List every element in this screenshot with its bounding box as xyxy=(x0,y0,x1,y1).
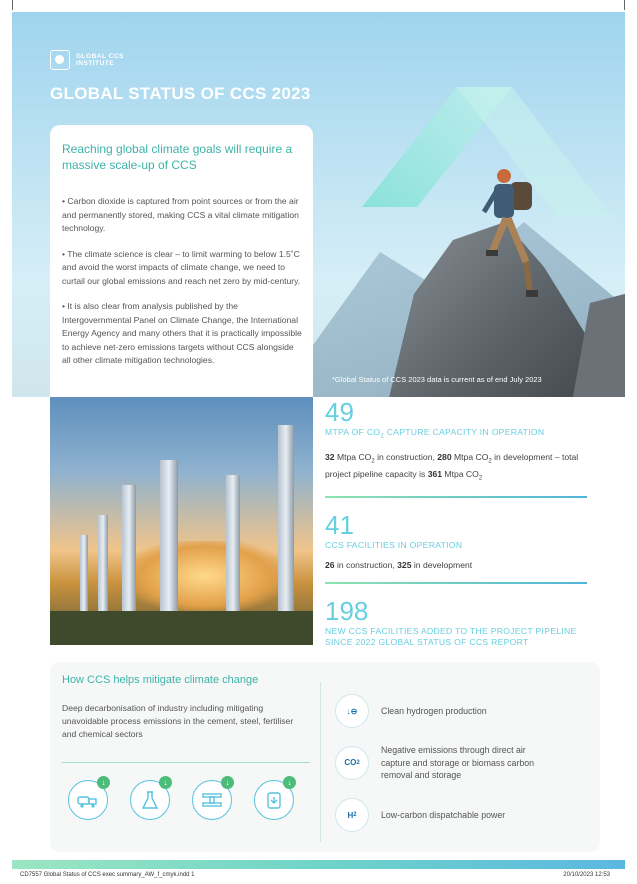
footer-timestamp: 20/10/2023 12:53 xyxy=(563,872,610,878)
stat-block xyxy=(325,596,600,648)
page-title: GLOBAL STATUS OF CCS 2023 xyxy=(50,84,311,103)
stat-value: 26 xyxy=(325,560,335,571)
crop-mark xyxy=(624,0,625,10)
stat-description xyxy=(325,451,600,486)
plant-lights xyxy=(130,541,280,611)
divider xyxy=(325,496,587,498)
mitigation-blurb: Deep decarbonisation of industry including mitigating unavoidable process emissions in the cement, steel, fertiliser and chemical sectors xyxy=(62,703,294,739)
bullet-item: • It is also clear from analysis published by the Intergovernmental Panel on Climate Change, the International Energy Agency and many others that it is practically impossible to achieve net-zero emissions targets without CCS alongside all other climate mitigation technologies. xyxy=(62,301,302,365)
chimney xyxy=(80,535,88,615)
logo-mark-icon xyxy=(50,50,70,70)
bullet-item: • The climate science is clear – to limit warming to below 1.5˚C and avoid the worst impacts of climate change, we need to curtail our global emissions and reach net zero by mid-century. xyxy=(62,248,301,286)
bullet-text: Carbon dioxide is captured from point sources or from the air and permanently stored, making CCS a vital climate mitigation technology. xyxy=(62,196,299,233)
stat-label: CCS FACILITIES IN OPERATION xyxy=(325,540,463,551)
stat-label: NEW CCS FACILITIES ADDED TO THE PROJECT PIPELINE SINCE 2022 GLOBAL STATUS OF CCS REPORT xyxy=(325,626,577,648)
stat-number: 49 xyxy=(325,397,354,427)
benefit-label: Negative emissions through direct air capture and storage or biomass carbon removal and storage xyxy=(381,745,535,780)
h2-icon xyxy=(335,798,369,832)
stat-value: 32 xyxy=(325,451,335,462)
stat-text: in development – total project pipeline capacity is xyxy=(325,451,579,480)
chimney xyxy=(98,515,108,615)
icon-label: H xyxy=(347,810,354,820)
bullet-item: • Carbon dioxide is captured from point sources or from the air and permanently stored, making CCS a vital climate mitigation technology. xyxy=(62,196,299,233)
crop-mark xyxy=(12,0,13,10)
stat-description xyxy=(325,559,600,572)
divider xyxy=(325,582,587,584)
chimney xyxy=(122,485,136,615)
chimney xyxy=(160,460,178,615)
chemical-flask-icon xyxy=(130,780,170,820)
benefit-item xyxy=(335,694,551,728)
footer-file: CD7557 Global Status of CCS exec summary_AW_f_cmyk.indd 1 xyxy=(20,872,195,878)
down-arrow-icon: ↓ xyxy=(221,776,234,789)
stat-sub: 2 xyxy=(371,458,375,465)
stat-value: 361 xyxy=(427,469,443,480)
fertiliser-bag-icon xyxy=(254,780,294,820)
mitigation-heading: How CCS helps mitigate climate change xyxy=(62,674,259,686)
stat-sub: 2 xyxy=(478,476,483,483)
benefit-item xyxy=(335,744,551,782)
divider xyxy=(320,682,321,842)
icon-label: CO xyxy=(344,758,357,768)
divider xyxy=(62,762,310,763)
benefit-label: Clean hydrogen production xyxy=(381,705,487,716)
stat-number: 41 xyxy=(325,510,354,541)
stat-text: Mtpa CO xyxy=(451,451,489,462)
down-arrow-icon: ↓ xyxy=(283,776,296,789)
logo xyxy=(50,50,124,70)
benefit-item xyxy=(335,798,551,832)
chimney xyxy=(226,475,240,615)
down-arrow-icon: ↓ xyxy=(159,776,172,789)
stat-label-text: CAPTURE CAPACITY IN OPERATION xyxy=(384,427,545,437)
intro-card xyxy=(50,125,313,397)
stat-text: in development xyxy=(411,560,473,571)
stat-value: 280 xyxy=(437,451,452,462)
intro-heading: Reaching global climate goals will require a massive scale-up of CCS xyxy=(62,142,293,172)
stat-block xyxy=(325,397,600,498)
print-footer xyxy=(20,872,620,878)
photo-caption: *Global Status of CCS 2023 data is current as of end July 2023 xyxy=(332,375,542,384)
logo-text: GLOBAL CCS INSTITUTE xyxy=(76,53,124,67)
stat-text: in construction, xyxy=(334,560,398,571)
stat-text: Mtpa CO xyxy=(442,469,479,480)
stat-text: Mtpa CO xyxy=(334,451,372,462)
bullet-text: The climate science is clear – to limit warming to below 1.5˚C and avoid the worst impacts of climate change, we need to curtail our global emissions and reach net zero by mid-century. xyxy=(62,248,301,286)
icon-sub: 2 xyxy=(356,759,360,766)
stats-panel xyxy=(325,397,600,648)
ground xyxy=(50,611,313,645)
stat-value: 325 xyxy=(397,560,412,571)
bullet-text: It is also clear from analysis published by the Intergovernmental Panel on Climate Change, the International Energy Agency and many others that it is practically impossible to achieve net-zero emissions targets without CCS alongside all other climate mitigation technologies. xyxy=(62,301,302,365)
cement-truck-icon xyxy=(68,780,108,820)
stat-block xyxy=(325,510,600,584)
industrial-plant-image xyxy=(50,397,313,645)
stat-sub: 2 xyxy=(488,458,492,465)
down-arrow-icon: ↓⊖ xyxy=(346,706,358,716)
stat-number: 198 xyxy=(325,596,369,627)
climber-figure xyxy=(482,162,542,302)
intro-bullets xyxy=(62,195,302,380)
chimney xyxy=(278,425,294,615)
mitigation-panel xyxy=(50,662,600,852)
page xyxy=(12,12,625,860)
benefit-label: Low-carbon dispatchable power xyxy=(381,809,506,820)
steel-pipes-icon xyxy=(192,780,232,820)
icon-sub: 2 xyxy=(353,812,357,818)
hydrogen-down-icon xyxy=(335,694,369,728)
down-arrow-icon: ↓ xyxy=(97,776,110,789)
stat-label-sub: 2 xyxy=(380,433,384,440)
stat-label-text: MTPA OF CO xyxy=(325,427,381,437)
stat-label xyxy=(325,427,600,443)
stat-text: in construction, xyxy=(374,451,438,462)
footer-gradient-bar xyxy=(12,860,625,869)
co2-icon xyxy=(335,746,369,780)
